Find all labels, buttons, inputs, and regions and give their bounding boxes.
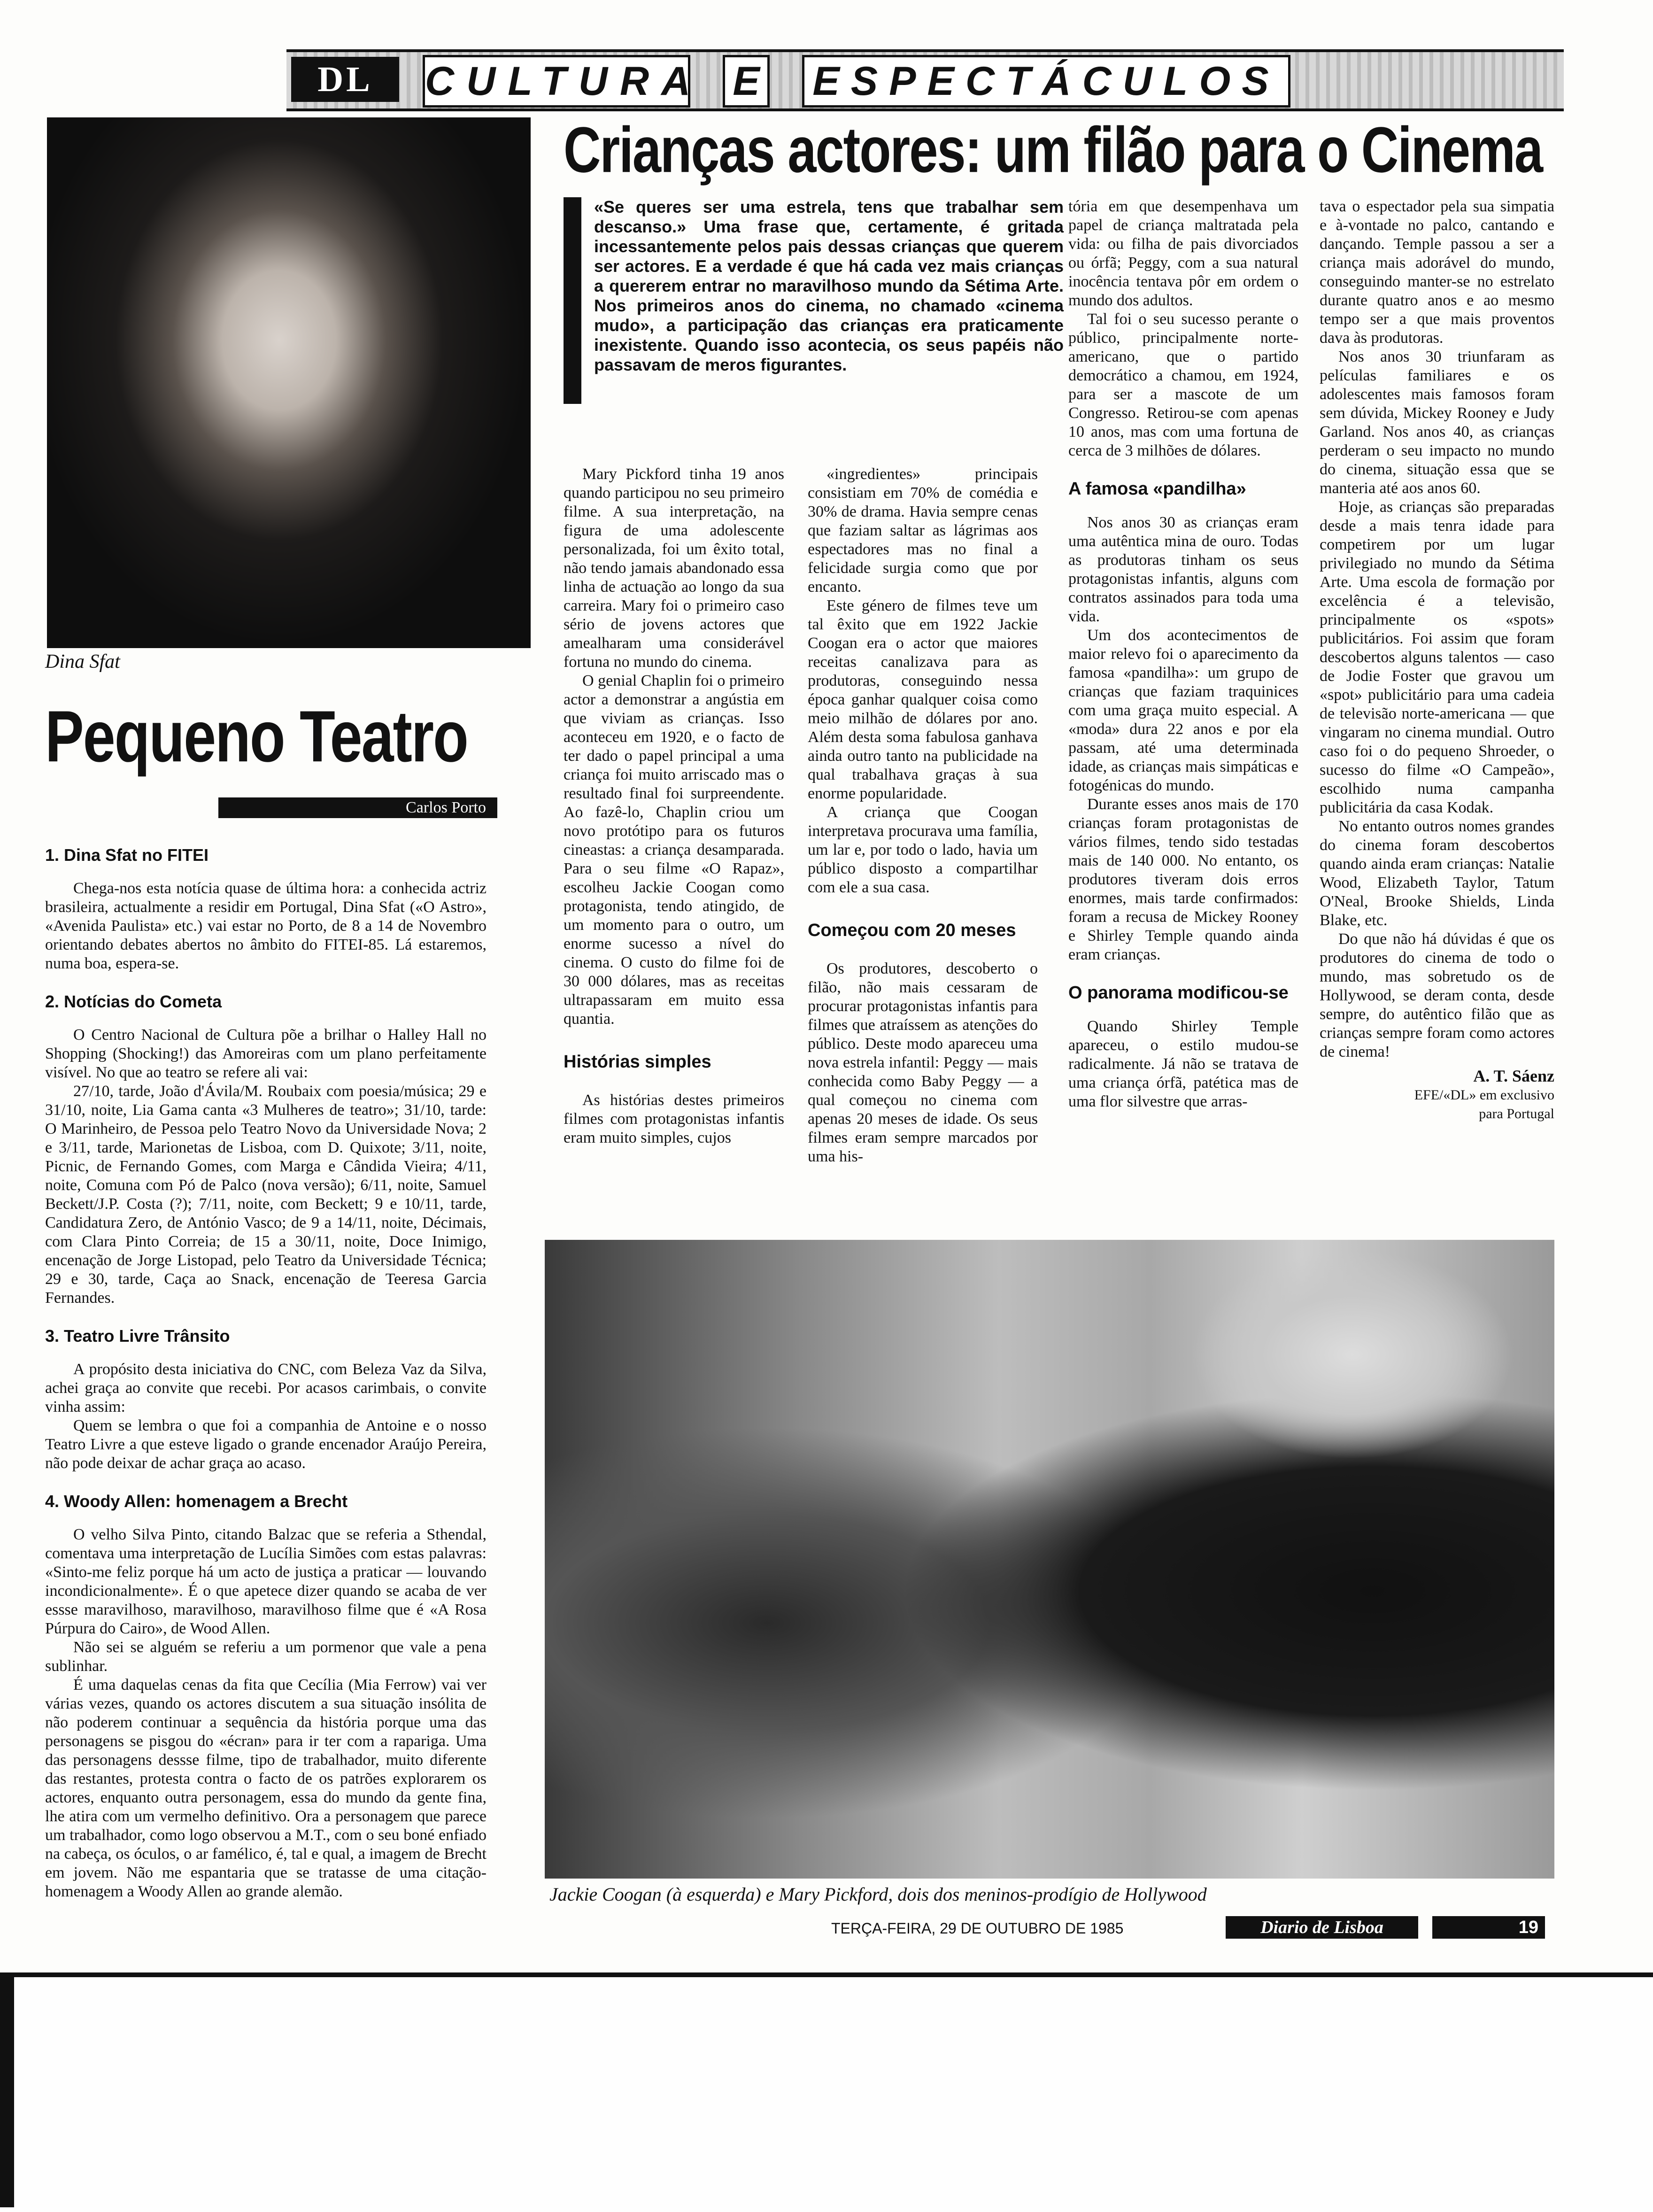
paragraph: Um dos acontecimentos de maior relevo foi o aparecimento da famosa «pandilha»: um grupo de crianças que faziam traquinices com uma graça muito especial. A «moda» dura 22 anos e por ela passam, até uma determinada idade, as crianças mais simpáticas e fotogénicas do mundo. [1068, 626, 1298, 794]
paragraph: É uma daquelas cenas da fita que Cecília (Mia Ferrow) vai ver várias vezes, quando os actores discutem a sua situação insólita de não poderem continuar a sequência da história porque uma das personagens se pisgou do «écran» para ir ter com a rapariga. Uma das personagens dessse filme, tipo de trabalhador, muito diferente das restantes, protesta contra o facto de os patrões explorarem os actores, enquanto outra personagem, essa do mundo da gente fina, lhe atira com um vermelho definitivo. Ora a personagem que parece um trabalhador, como logo observou a M.T., com o seu boné enfiado na cabeça, os óculos, o ar famélico, é, tal e qual, a imagem de Brecht em jovem. Não me espantaria que se tratasse de uma citação-homenagem a Woody Allen ao grande alemão. [45, 1676, 487, 1900]
credit-line-2: para Portugal [1479, 1106, 1554, 1121]
article-column-3 [1068, 197, 1298, 1111]
paragraph: Os produtores, descoberto o filão, não mais cessaram de procurar protagonistas infantis para filmes que atraíssem as atenções do público. Deste modo apareceu uma nova estrela infantil: Peggy — mais conhecida como Baby Peggy — a qual começou no cinema com apenas 20 meses de idade. Os seus filmes eram sempre marcados por uma his- [808, 960, 1038, 1165]
byline: Carlos Porto [218, 797, 497, 818]
paragraph: Durante esses anos mais de 170 crianças foram protagonistas de vários filmes, tendo sido testadas mais de 140 000. No entanto, os produtores tiveram dois erros enormes, mais tarde confirmados: foram a recusa de Mickey Rooney e Shirley Temple quando ainda eram crianças. [1068, 796, 1298, 963]
paragraph: tava o espectador pela sua simpatia e à-vontade no palco, cantando e dançando. Temple passou a ser a criança mais adorável do mundo, conseguindo manter-se no estrelato durante quatro anos e ao mesmo tempo ser a que mais proventos dava às produtoras. [1320, 198, 1554, 347]
photo-caption-dina-sfat: Dina Sfat [45, 651, 120, 673]
paragraph: Do que não há dúvidas é que os produtores do cinema de todo o mundo, mas sobretudo os de Hollywood, se deram conta, desde sempre, do autêntico filão que as crianças sempre foram como actores de cinema! [1320, 930, 1554, 1060]
paragraph: Chega-nos esta notícia quase de última hora: a conhecida actriz brasileira, actualmente a residir em Portugal, Dina Sfat («O Astro», «Avenida Paulista» etc.) vai estar no Porto, de 8 a 14 de Novembro orientando debates abertos no âmbito do FITEI-85. Lá estaremos, numa boa, espera-se. [45, 880, 487, 972]
paragraph: Nos anos 30 triunfaram as películas familiares e os adolescentes mais famosos foram sem dúvida, Mickey Rooney e Judy Garland. Nos anos 40, as crianças perderam o seu impacto no mundo do cinema, situação essa que se manteria até aos anos 60. [1320, 348, 1554, 497]
paragraph: Este género de filmes teve um tal êxito que em 1922 Jackie Coogan era o actor que maiores receitas canalizava para as produtoras, conseguindo nessa época ganhar qualquer coisa como meio milhão de dólares por ano. Além desta soma fabulosa ganhava ainda outro tanto na publicidade na qual trabalhava graças à sua enorme popularidade. [808, 597, 1038, 802]
section-title-word2: E [723, 55, 770, 108]
section-heading-3: 3. Teatro Livre Trânsito [45, 1326, 230, 1346]
photo-dina-sfat [47, 117, 531, 648]
paragraph: A criança que Coogan interpretava procurava uma família, um lar e, por todo o lado, havia um público disposto a compartilhar com ele a sua casa. [808, 804, 1038, 896]
article-column-1 [564, 465, 784, 1147]
kicker-drop-bar [564, 197, 581, 404]
subheading-historias-simples: Histórias simples [564, 1052, 711, 1072]
paragraph: Nos anos 30 as crianças eram uma autêntica mina de ouro. Todas as produtoras tinham os seus protagonistas infantis, alguns com contratos assinados para toda uma vida. [1068, 514, 1298, 625]
photo-jackie-coogan-mary-pickford [545, 1240, 1554, 1879]
paragraph: A propósito desta iniciativa do CNC, com Beleza Vaz da Silva, achei graça ao convite que recebi. Por acasos carimbais, o convite vinha assim: [45, 1361, 487, 1415]
footer-date: TERÇA-FEIRA, 29 DE OUTUBRO DE 1985 [831, 1920, 1124, 1937]
photo-caption-coogan-pickford: Jackie Coogan (à esquerda) e Mary Pickford, dois dos meninos-prodígio de Hollywood [549, 1884, 1207, 1905]
section-heading-4: 4. Woody Allen: homenagem a Brecht [45, 1492, 348, 1511]
subheading-comecou-com-20-meses: Começou com 20 meses [808, 920, 1016, 940]
section-heading-1: 1. Dina Sfat no FITEI [45, 845, 209, 865]
scan-edge [0, 1972, 1653, 2212]
article-column-2 [808, 465, 1038, 1166]
subheading-a-famosa-pandilha: A famosa «pandilha» [1068, 479, 1246, 499]
headline-pequeno-teatro: Pequeno Teatro [45, 696, 468, 777]
paragraph: Mary Pickford tinha 19 anos quando participou no seu primeiro filme. A sua interpretação, na figura de uma adolescente personalizada, foi um êxito total, não tendo jamais abandonado essa linha de actuação ao longo da sua carreira. Mary foi o primeiro caso sério de jovens actores que amealharam uma considerável fortuna no mundo do cinema. [564, 465, 784, 671]
paragraph: O Centro Nacional de Cultura põe a brilhar o Halley Hall no Shopping (Shocking!) das Amoreiras com um plano perfeitamente visível. No que ao teatro se refere ali vai: [45, 1026, 487, 1081]
section-title-word3: ESPECTÁCULOS [802, 55, 1290, 108]
paragraph: No entanto outros nomes grandes do cinema foram descobertos quando ainda eram crianças: Natalie Wood, Elizabeth Taylor, Tatum O'Neal, Brooke Shields, Linda Blake, etc. [1320, 818, 1554, 929]
section-banner [286, 49, 1564, 111]
credit-line-1: EFE/«DL» em exclusivo [1414, 1087, 1554, 1103]
paragraph: Quem se lembra o que foi a companhia de Antoine e o nosso Teatro Livre a que esteve ligado o grande encenador Araújo Pereira, não pode deixar de achar graça ao acaso. [45, 1417, 487, 1472]
paragraph: O velho Silva Pinto, citando Balzac que se referia a Sthendal, comentava uma interpretação de Lucília Simões com estas palavras: «Sinto-me feliz porque há um acto de justiça a praticar — louvando incondicionalmente». É o que apetece dizer quando se acaba de ver essse maravilhoso, maravilhoso, maravilhoso filme que é «A Rosa Púrpura do Cairo», de Wood Allen. [45, 1526, 487, 1637]
paragraph: O genial Chaplin foi o primeiro actor a demonstrar a angústia em que viviam as crianças. Isso aconteceu em 1920, e o facto de ter dado o papel principal a uma criança foi muito arriscado mas o resultado final foi surpreendente. Ao fazê-lo, Chaplin criou um novo protótipo para os futuros cineastas: a criança desamparada. Para o seu filme «O Rapaz», escolheu Jackie Coogan como protagonista, tendo atingido, de um momento para o outro, um enorme sucesso a nível do cinema. O custo do filme foi de 30 000 dólares, mas as receitas ultrapassaram em muito essa quantia. [564, 672, 784, 1028]
page-number: 19 [1432, 1916, 1545, 1939]
article-kicker: «Se queres ser uma estrela, tens que trabalhar sem descanso.» Uma frase que, certamente, é gritada incessantemente pelos pais dessas crianças que querem ser actores. E a verdade é que há cada vez mais crianças a quererem entrar no maravilhoso mundo da Sétima Arte. Nos primeiros anos do cinema, no chamado «cinema mudo», a participação das crianças era praticamente inexistente. Quando isso acontecia, os seus papéis não passavam de meros figurantes. [594, 197, 1064, 374]
footer-newspaper-name: Diario de Lisboa [1226, 1916, 1418, 1939]
paragraph: Tal foi o seu sucesso perante o público, principalmente norte-americano, que o partido democrático a chamou, em 1924, para ser a mascote de um Congresso. Retirou-se com apenas 10 anos, mas com uma fortuna de cerca de 3 milhões de dólares. [1068, 310, 1298, 459]
article-pequeno-teatro [45, 845, 487, 1901]
headline-criancas-actores: Crianças actores: um filão para o Cinema [564, 114, 1543, 186]
newspaper-logo: DL [291, 57, 399, 102]
section-title-word1: CULTURA [423, 55, 690, 108]
section-title [423, 55, 1288, 106]
paragraph: tória em que desempenhava um papel de criança maltratada pela vida: ou filha de pais divorciados ou órfã; Peggy, com a sua natural inocência tentava pôr em ordem o mundo dos adultos. [1068, 198, 1298, 309]
subheading-o-panorama-modificou-se: O panorama modificou-se [1068, 983, 1289, 1003]
section-heading-2: 2. Notícias do Cometa [45, 992, 222, 1011]
author-name: A. T. Sáenz [1473, 1067, 1554, 1085]
paragraph: As histórias destes primeiros filmes com protagonistas infantis eram muito simples, cujos [564, 1091, 784, 1146]
paragraph: Hoje, as crianças são preparadas desde a mais tenra idade para competirem por um lugar privilegiado no mundo da Sétima Arte. Uma escola de formação por excelência é a televisão, principalmente os «spots» publicitários. Foi assim que foram descobertos alguns talentos — caso de Jodie Foster que gravou um «spot» publicitário para uma cadeia de televisão norte-americana — que vingaram no cinema mundial. Outro caso foi o do pequeno Shroeder, o sucesso do filme «O Campeão», escolhido numa campanha publicitária da casa Kodak. [1320, 498, 1554, 816]
paragraph: «ingredientes» principais consistiam em 70% de comédia e 30% de drama. Havia sempre cenas que faziam saltar as lágrimas aos espectadores mas no final a felicidade surgia como que por encanto. [808, 465, 1038, 596]
paragraph: 27/10, tarde, João d'Ávila/M. Roubaix com poesia/música; 29 e 31/10, noite, Lia Gama canta «3 Mulheres de teatro»; 31/10, tarde: O Marinheiro, de Pessoa pelo Teatro Novo da Universidade Nova; 2 e 3/11, tarde, Marionetas de Lisboa, com D. Quixote; 3/11, noite, Picnic, de Fernando Gomes, com Marga e Cândida Vieira; 4/11, noite, Comuna com Pó de Palco (nova versão); 6/11, noite, Samuel Beckett/J.P. Costa (?); 7/11, noite, com Beckett; 9 e 10/11, tarde, Candidatura Zero, de António Vasco; de 9 a 14/11, noite, Décimais, com Clara Pinto Correia; de 15 a 30/11, noite, Doce Inimigo, encenação de Jorge Listopad, pelo Teatro da Universidade Técnica; 29 e 30, tarde, Caça ao Snack, encenação de Teeresa Garcia Fernandes. [45, 1083, 487, 1307]
paragraph: Quando Shirley Temple apareceu, o estilo mudou-se radicalmente. Já não se tratava de uma criança órfã, patética mas de uma flor silvestre que arras- [1068, 1018, 1298, 1110]
article-column-4 [1320, 197, 1554, 1123]
scan-left-edge [0, 1972, 14, 2207]
paragraph: Não sei se alguém se referiu a um pormenor que vale a pena sublinhar. [45, 1639, 487, 1675]
